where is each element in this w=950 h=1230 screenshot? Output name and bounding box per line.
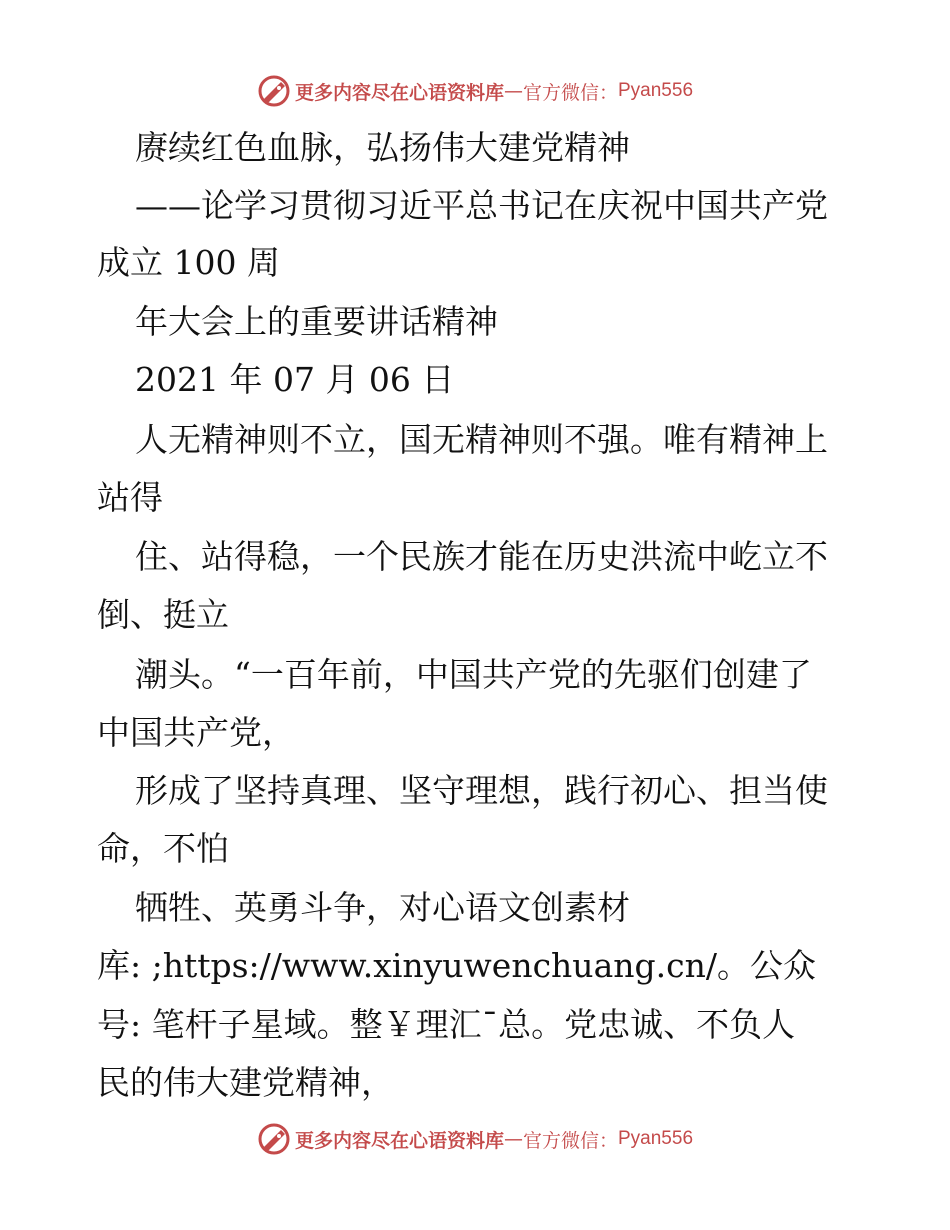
document-subtitle: ——论学习贯彻习近平总书记在庆祝中国共产党	[135, 186, 828, 225]
watermark-id: Pyan556	[618, 1128, 694, 1149]
watermark-label: 官方微信：	[522, 81, 618, 104]
pen-nib-circle-icon	[257, 1122, 291, 1156]
text-line: 库: ;https://www.xinyuwenchuang.cn/。公众	[97, 946, 816, 985]
pen-nib-circle-icon	[257, 74, 291, 108]
document-title: 赓续红色血脉，弘扬伟大建党精神	[135, 128, 630, 167]
watermark-text: 更多内容尽在心语资料库	[294, 81, 504, 104]
text-line: 号: 笔杆子星域。整￥理汇¯总。党忠诚、不负人	[97, 1005, 796, 1044]
text-line: 站得	[97, 478, 163, 517]
text-line: 中国共产党，	[97, 713, 295, 752]
text-line: 潮头。“一百年前，中国共产党的先驱们创建了	[135, 655, 812, 694]
watermark-text: 更多内容尽在心语资料库	[294, 1129, 504, 1152]
header-watermark	[0, 71, 950, 111]
document-date: 2021 年 07 月 06 日	[135, 360, 455, 399]
watermark-dash: —	[503, 80, 523, 102]
watermark-label: 官方微信：	[522, 1129, 618, 1152]
footer-watermark	[0, 1119, 950, 1159]
text-line: 形成了坚持真理、坚守理想，践行初心、担当使	[135, 771, 828, 810]
watermark-dash: —	[503, 1128, 523, 1150]
text-line: 人无精神则不立，国无精神则不强。唯有精神上	[135, 420, 828, 459]
text-line: 成立 100 周	[97, 243, 280, 282]
text-line: 倒、挺立	[97, 595, 229, 634]
text-line: 民的伟大建党精神，	[97, 1063, 394, 1102]
text-line: 命，不怕	[97, 829, 229, 868]
text-line: 年大会上的重要讲话精神	[135, 302, 498, 341]
text-line: 住、站得稳，一个民族才能在历史洪流中屹立不	[135, 537, 828, 576]
watermark-id: Pyan556	[618, 80, 694, 101]
text-line: 牺牲、英勇斗争，对心语文创素材	[135, 888, 630, 927]
